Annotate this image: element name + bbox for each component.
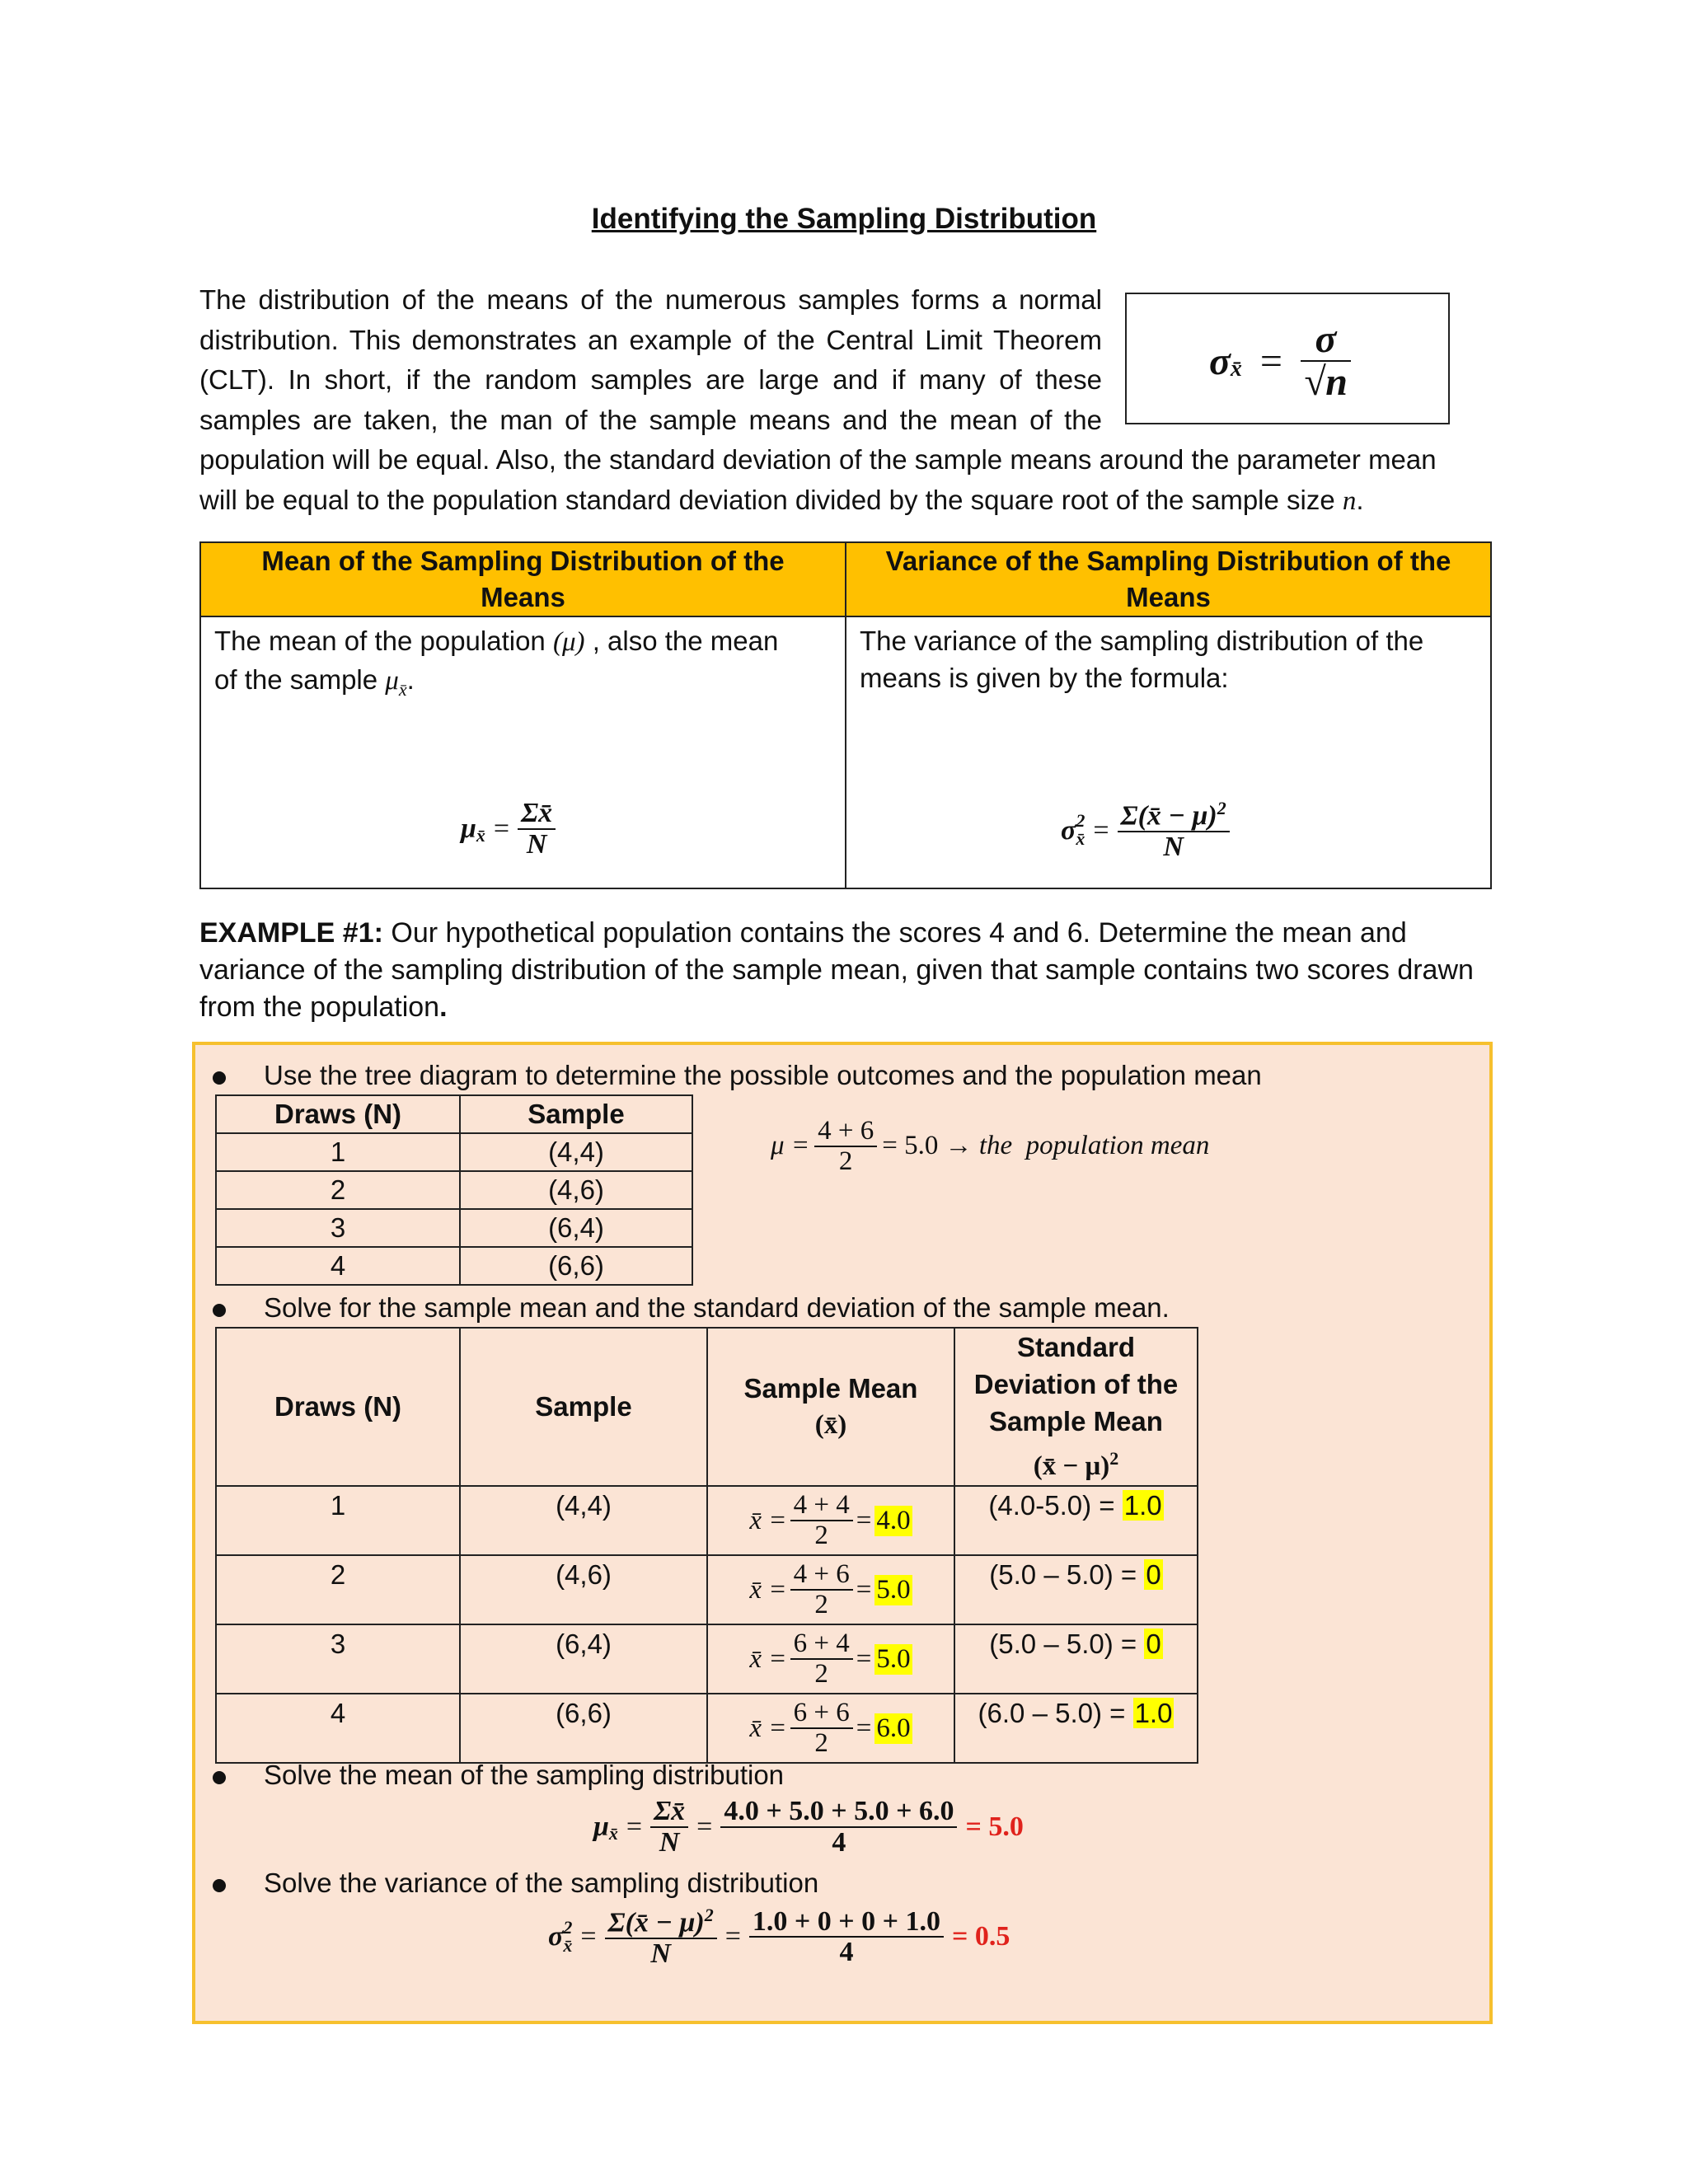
- mean-num: 6 + 4: [793, 1629, 850, 1659]
- mean-den: 2: [814, 1728, 828, 1758]
- formula-num: σ: [1315, 317, 1337, 361]
- table-row: [216, 1694, 1198, 1763]
- tree-header-sample: Sample: [460, 1095, 692, 1133]
- calc-sigma-sub: x̄: [563, 1935, 573, 1957]
- dev-value: 1.0: [1134, 1698, 1173, 1728]
- variance-description: The variance of the sampling distribution of the means is given by the formula:: [860, 626, 1424, 693]
- calc-fraction-2: [749, 1907, 944, 1967]
- mean-description: [214, 622, 832, 701]
- tree-cell: 4: [216, 1247, 460, 1285]
- bullet-3-text: Solve the mean of the sampling distribution: [264, 1760, 785, 1790]
- mean-eq: =: [856, 1574, 872, 1605]
- variance-num-text: Σ(x̄ − μ): [1120, 800, 1217, 832]
- mean-desc-end: .: [406, 664, 415, 695]
- bullet-dot: [213, 1304, 226, 1317]
- xbar-eq: x̄ =: [749, 1505, 787, 1535]
- intro-line: The distribution of the means of the numerous samples forms a normal: [199, 284, 1102, 315]
- solve-header-sd-1: Standard: [1016, 1332, 1136, 1362]
- tree-cell: (4,6): [460, 1171, 692, 1209]
- variance-formula: [1061, 799, 1230, 862]
- variance-formula-num: [1118, 799, 1230, 831]
- solve-cell-dev: [954, 1486, 1198, 1555]
- calc-sigma-sup: 2: [563, 1917, 573, 1938]
- dev-value: 0: [1146, 1559, 1161, 1590]
- solve-cell-sample: (4,6): [460, 1555, 707, 1624]
- bullet-dot: [213, 1879, 226, 1892]
- mean-formula: [461, 799, 556, 859]
- calc-result: = 0.5: [952, 1921, 1010, 1952]
- tree-cell: 3: [216, 1209, 460, 1247]
- mean-num: 4 + 4: [793, 1490, 850, 1521]
- formula-den: √n: [1303, 360, 1348, 405]
- mean-den: 2: [814, 1521, 828, 1550]
- table-row: [216, 1486, 1198, 1555]
- dev-value: 1.0: [1123, 1490, 1162, 1521]
- header-variance: Variance of the Sampling Distribution of the Means: [846, 542, 1491, 616]
- intro-line: distribution. This demonstrates an example of the Central Limit Theorem: [199, 324, 1102, 355]
- dev-text: (5.0 – 5.0) =: [989, 1629, 1145, 1659]
- mean-desc-3: of the sample: [214, 664, 378, 695]
- intro-line6-text: will be equal to the population standard deviation divided by the square root of the sample size: [199, 484, 1335, 515]
- standard-error-formula: [1209, 319, 1351, 404]
- mean-eq: =: [856, 1505, 872, 1535]
- solve-table: [215, 1327, 1198, 1764]
- tree-cell: 2: [216, 1171, 460, 1209]
- formula-sub: x̄: [1230, 356, 1242, 382]
- solve-header-sd: [954, 1328, 1198, 1486]
- solve-cell-n: 3: [216, 1624, 460, 1694]
- example-text: Our hypothetical population contains the scores 4 and 6. Determine the mean and variance of the sampling distribution of the sample mean, given that sample contains two scores drawn from the population: [199, 917, 1474, 1023]
- solve-cell-mean: [707, 1624, 954, 1694]
- mean-desc-mu: (μ): [552, 627, 585, 657]
- header-mean: Mean of the Sampling Distribution of the Means: [200, 542, 846, 616]
- standard-error-formula-box: [1125, 293, 1450, 424]
- solve-header-mean-symbol: (x̄): [814, 1410, 847, 1440]
- bullet-dot: [213, 1771, 226, 1784]
- mean-num: 6 + 6: [793, 1698, 850, 1728]
- xbar-eq: x̄ =: [749, 1574, 787, 1605]
- info-table: [199, 541, 1492, 889]
- calc-num-1-sup: 2: [704, 1905, 714, 1925]
- calc-fraction-1: [605, 1905, 717, 1969]
- calc-sigma: σ: [548, 1921, 564, 1952]
- calc-result: = 5.0: [965, 1811, 1024, 1842]
- dev-text: (6.0 – 5.0) =: [978, 1698, 1133, 1728]
- mean-formula-eq: =: [493, 813, 510, 845]
- bullet-dot: [213, 1071, 226, 1085]
- pop-mean-label: the population mean: [978, 1131, 1210, 1161]
- sampling-mean-calculation: [593, 1797, 1024, 1857]
- xbar-eq: x̄ =: [749, 1713, 787, 1743]
- mean-eq: =: [856, 1643, 872, 1674]
- mean-formula-fraction: [518, 799, 556, 859]
- mean-fraction: [790, 1560, 853, 1619]
- solve-header-sd-formula: (x̄ − μ): [1033, 1451, 1110, 1481]
- solve-header-mean: [707, 1328, 954, 1486]
- tree-cell: (4,4): [460, 1133, 692, 1171]
- tree-table: [215, 1094, 693, 1286]
- sampling-variance-calculation: [548, 1905, 1010, 1969]
- solve-header-sd-2: Deviation of the: [973, 1369, 1179, 1399]
- solve-cell-dev: [954, 1624, 1198, 1694]
- solve-cell-dev: [954, 1694, 1198, 1763]
- solve-cell-mean: [707, 1486, 954, 1555]
- calc-num-2: 1.0 + 0 + 0 + 1.0: [752, 1905, 941, 1937]
- mean-desc-1: The mean of the population: [214, 626, 546, 656]
- solve-cell-sample: (6,6): [460, 1694, 707, 1763]
- example-end: .: [439, 991, 448, 1023]
- formula-fraction: [1301, 319, 1351, 404]
- mean-cell: [200, 616, 846, 888]
- mean-formula-mu: μ: [461, 813, 476, 845]
- variance-formula-sup: 2: [1076, 810, 1085, 832]
- calc-eq: =: [724, 1921, 741, 1952]
- page-title: Identifying the Sampling Distribution: [591, 203, 1097, 235]
- variance-formula-sigma: σ: [1061, 814, 1076, 846]
- mean-value: 5.0: [876, 1643, 911, 1674]
- variance-formula-den: N: [1163, 832, 1184, 863]
- intro-line: [199, 480, 1492, 522]
- calc-den-1: N: [659, 1826, 680, 1858]
- tree-cell: (6,6): [460, 1247, 692, 1285]
- pop-mean-den: 2: [838, 1146, 853, 1176]
- mean-value: 6.0: [876, 1713, 911, 1743]
- pop-mean-rhs: = 5.0 →: [882, 1131, 979, 1161]
- solve-cell-sample: (6,4): [460, 1624, 707, 1694]
- calc-num-1: Σ(x̄ − μ): [607, 1907, 705, 1938]
- solve-header-sample: Sample: [460, 1328, 707, 1486]
- mean-desc-mux: μ: [385, 666, 399, 696]
- dev-text: (4.0-5.0) =: [988, 1490, 1123, 1521]
- solve-header-sd-3: Sample Mean: [989, 1406, 1163, 1436]
- formula-sigma: σ: [1209, 339, 1231, 383]
- mean-den: 2: [814, 1590, 828, 1619]
- variance-formula-eq: =: [1093, 814, 1109, 846]
- calc-eq: =: [626, 1811, 643, 1842]
- mean-desc-sub: x̄: [398, 679, 407, 700]
- solve-cell-n: 2: [216, 1555, 460, 1624]
- bullet-4-text: Solve the variance of the sampling distribution: [264, 1868, 819, 1898]
- mean-formula-num: Σx̄: [521, 798, 553, 828]
- variance-formula-fraction: [1118, 799, 1230, 862]
- solve-header-sd-sup: 2: [1109, 1448, 1119, 1469]
- intro-line: population will be equal. Also, the standard deviation of the sample means around the parameter mean: [199, 444, 1437, 475]
- intro-line: (CLT). In short, if the random samples are large and if many of these: [199, 364, 1102, 395]
- table-row: [216, 1624, 1198, 1694]
- bullet-1-text: Use the tree diagram to determine the possible outcomes and the population mean: [264, 1060, 1262, 1090]
- tree-cell: 1: [216, 1133, 460, 1171]
- calc-den-2: 4: [832, 1826, 846, 1858]
- mean-fraction: [790, 1491, 853, 1549]
- mean-formula-den: N: [526, 828, 547, 860]
- intro-var-n: n: [1342, 485, 1357, 516]
- mean-fraction: [790, 1699, 853, 1757]
- solve-header-draws: Draws (N): [216, 1328, 460, 1486]
- mean-formula-sub: x̄: [476, 825, 485, 846]
- variance-formula-sub: x̄: [1076, 828, 1085, 850]
- dev-value: 0: [1146, 1629, 1161, 1659]
- solve-cell-sample: (4,4): [460, 1486, 707, 1555]
- table-row: [216, 1555, 1198, 1624]
- mean-num: 4 + 6: [793, 1559, 850, 1590]
- calc-eq: =: [696, 1811, 713, 1842]
- calc-num-1: Σx̄: [654, 1796, 686, 1826]
- mean-value: 5.0: [876, 1574, 911, 1605]
- bullet-2-text: Solve for the sample mean and the standard deviation of the sample mean.: [264, 1292, 1170, 1323]
- calc-fraction-1: [650, 1797, 688, 1857]
- calc-eq: =: [580, 1921, 597, 1952]
- mean-den: 2: [814, 1659, 828, 1689]
- tree-cell: (6,4): [460, 1209, 692, 1247]
- variance-num-sup: 2: [1217, 798, 1226, 818]
- solve-cell-dev: [954, 1555, 1198, 1624]
- calc-num-2: 4.0 + 5.0 + 5.0 + 6.0: [724, 1796, 954, 1826]
- pop-mean-fraction: [814, 1117, 877, 1175]
- calc-fraction-2: [720, 1797, 957, 1857]
- example-label: EXAMPLE #1:: [199, 917, 383, 949]
- calc-den-2: 4: [839, 1937, 854, 1968]
- mean-value: 4.0: [876, 1505, 911, 1535]
- solve-cell-n: 1: [216, 1486, 460, 1555]
- pop-mean-lhs: μ =: [771, 1131, 810, 1161]
- pop-mean-num: 4 + 6: [818, 1116, 874, 1146]
- intro-period: .: [1356, 484, 1364, 515]
- variance-cell: [846, 616, 1491, 888]
- solve-header-mean-label: Sample Mean: [743, 1373, 918, 1404]
- example-statement: [199, 915, 1492, 1026]
- mean-eq: =: [856, 1713, 872, 1743]
- intro-line: samples are taken, the man of the sample means and the mean of the: [199, 404, 1102, 435]
- mean-fraction: [790, 1629, 853, 1688]
- solve-cell-mean: [707, 1694, 954, 1763]
- calc-mu-sub: x̄: [608, 1822, 618, 1844]
- solve-cell-mean: [707, 1555, 954, 1624]
- formula-eq: =: [1259, 339, 1282, 383]
- solve-cell-n: 4: [216, 1694, 460, 1763]
- population-mean-formula: [771, 1117, 1209, 1175]
- mean-desc-2: , also the mean: [592, 626, 779, 656]
- dev-text: (5.0 – 5.0) =: [989, 1559, 1145, 1590]
- calc-mu: μ: [593, 1811, 609, 1842]
- xbar-eq: x̄ =: [749, 1643, 787, 1674]
- tree-header-draws: Draws (N): [216, 1095, 460, 1133]
- calc-den-1: N: [650, 1938, 671, 1970]
